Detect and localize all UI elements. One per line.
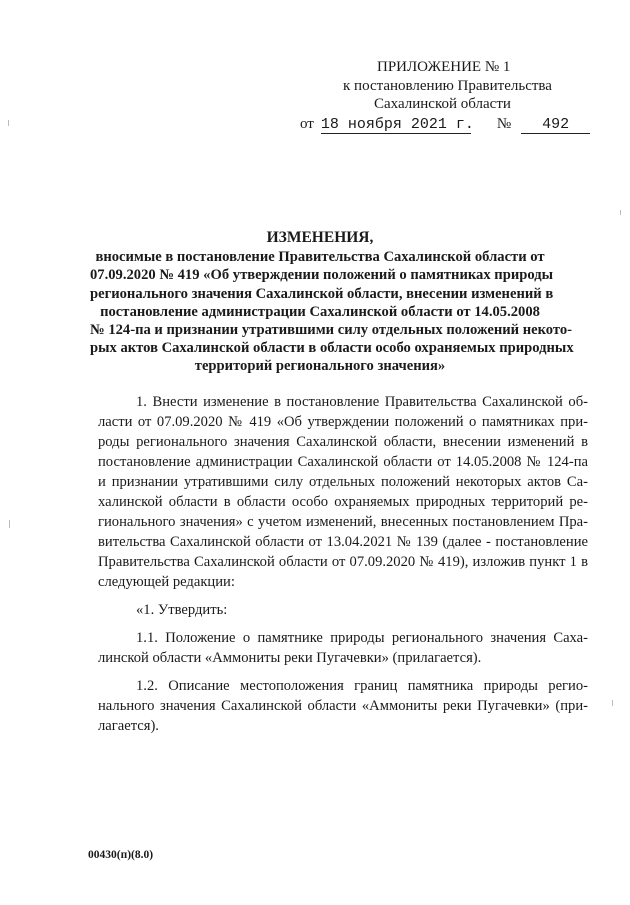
appendix-ref-line: к постановлению Правительства [343,77,552,94]
body-line: роды регионального значения Сахалинской области, внесении изменений в [98,434,588,450]
scan-speck [620,210,621,215]
number-label: № [496,115,512,132]
scan-speck [9,520,10,528]
heading-line: рых актов Сахалинской области в области особо охраняемых природных [90,340,574,357]
appendix-date-row [300,115,590,134]
heading-line: регионального значения Сахалинской области, внесении изменений в [90,285,554,302]
paragraph-2 [98,600,588,620]
heading-line: территорий регионального значения» [194,358,446,375]
document-code: 00430(п)(8.0) [88,849,154,861]
scan-speck [8,120,9,126]
appendix-title: ПРИЛОЖЕНИЕ № 1 [377,59,511,75]
heading-line: постановление администрации Сахалинской области от 14.05.2008 [100,303,540,320]
body-line: 1. Внести изменение в постановление Правительства Сахалинской об- [136,394,588,410]
body-line: следующей редакции: [98,574,235,590]
body-line: халинской области в области особо охраняемых природных территорий ре- [98,494,588,510]
body-line: лагается). [98,718,159,734]
changes-heading [90,229,574,376]
body-line: «1. Утвердить: [136,602,228,618]
body-line: ласти от 07.09.2020 № 419 «Об утверждении положений о памятниках при- [98,414,588,430]
body-line: линской области «Аммониты реки Пугачевки» (прилагается). [98,650,482,666]
paragraph-4 [98,676,588,736]
appendix-header [300,58,590,134]
body-line: 1.1. Положение о памятнике природы регионального значения Саха- [136,630,588,646]
from-label: от [300,115,314,132]
paragraph-3 [98,628,588,668]
body-line: Правительства Сахалинской области от 07.09.2020 № 419), изложив пункт 1 в [98,554,588,570]
decree-date: 18 ноября 2021 г. [320,115,474,133]
heading-line: 07.09.2020 № 419 «Об утверждении положений о памятниках природы [90,267,554,284]
heading-line: вносимые в постановление Правительства Сахалинской области от [95,249,545,266]
body-line: вительства Сахалинской области от 13.04.2021 № 139 (далее - постановление [98,534,588,550]
paragraph-1 [98,392,588,592]
heading-line: № 124-па и признании утратившими силу отдельных положений некото- [90,322,573,339]
body-line: нального значения Сахалинской области «Аммониты реки Пугачевки» (при- [98,698,588,714]
appendix-region-line: Сахалинской области [374,96,511,112]
body-line: и признании утратившими силу отдельных положений некоторых актов Са- [98,474,588,490]
body-line: 1.2. Описание местоположения границ памятника природы регио- [136,678,588,694]
decree-number: 492 [521,117,590,134]
body-line: постановление администрации Сахалинской области от 14.05.2008 № 124-па [98,454,588,470]
document-body [98,392,588,736]
heading-title: ИЗМЕНЕНИЯ, [266,229,374,246]
body-line: гионального значения» с учетом изменений, внесенных постановлением Пра- [98,514,588,530]
scan-speck [612,700,613,706]
